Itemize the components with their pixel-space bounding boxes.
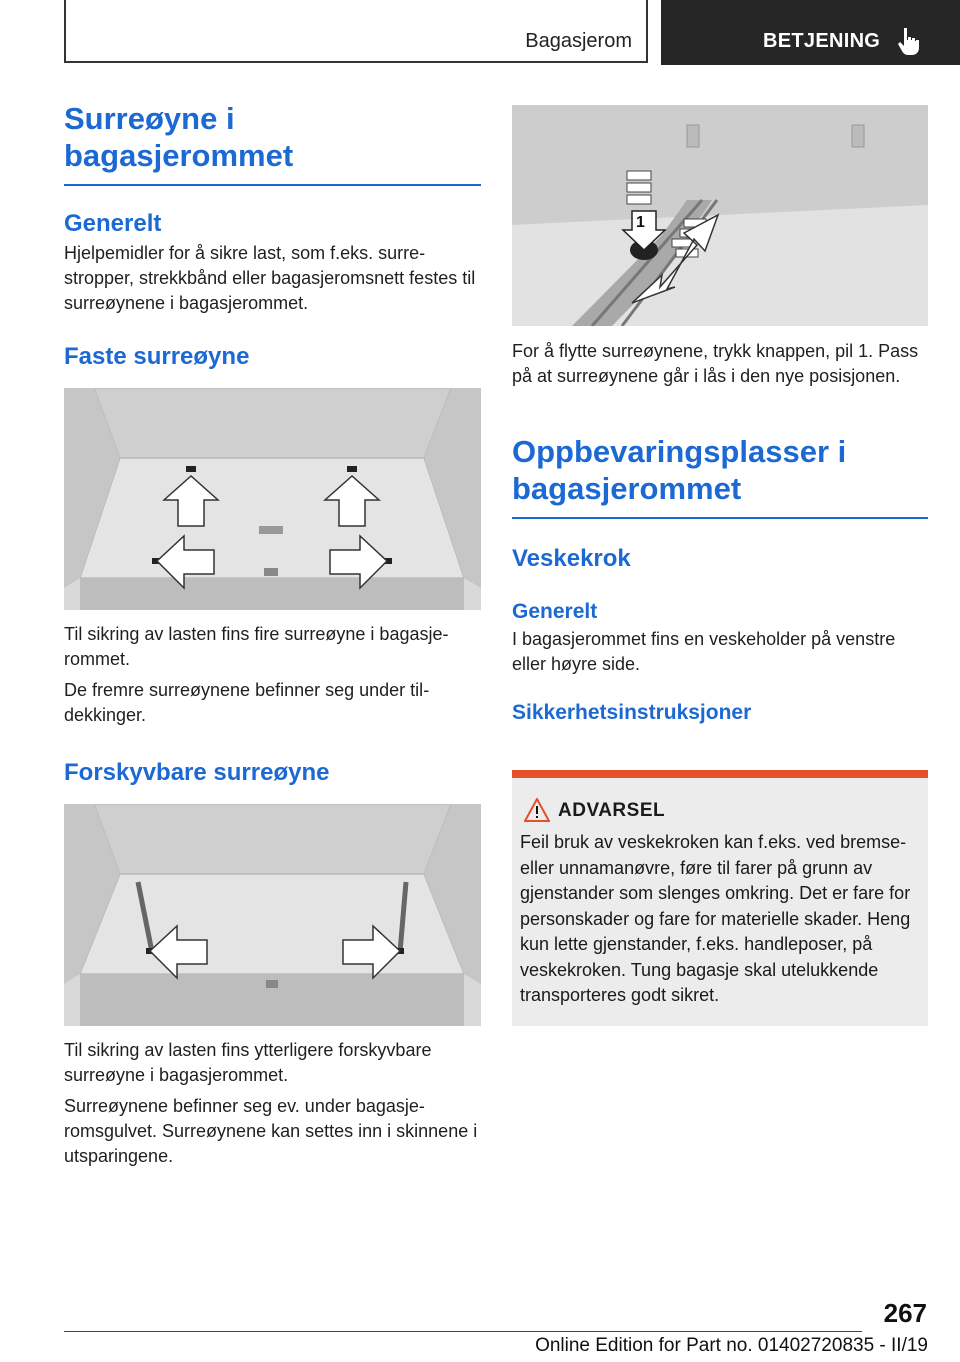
header-section-box [64, 0, 648, 63]
heading-veskekrok-generelt: Generelt [512, 600, 598, 623]
generelt-text: Hjelpemidler for å sikre last, som f.eks. surrestropper, strekkbånd eller bagasjeromsnett festes til surreøynene i bagasjerommet. [64, 243, 476, 313]
chapter-title: BETJENING [763, 30, 881, 52]
figure-move-lashing-eye [512, 105, 928, 326]
storage-rule [512, 517, 928, 519]
warning-box [512, 770, 928, 1026]
right-column [512, 105, 928, 726]
warning-text: Feil bruk av veskekroken kan f.eks. ved bremse- eller unnamanøvre, føre til farer på grunn av gjenstander som slenges omkring. Det er fare for personskader og fare for materielle skader. Heng kun lette gjenstander, f.eks. handleposer, på veskekroken. Tung bagasje skal utelukkende transporteres godt sikret. [520, 832, 911, 1005]
move-caption: For å flytte surreøynene, trykk knappen, pil 1. Pass på at surreøynene går i lås i den nye posisjonen. [512, 341, 919, 386]
figure-label-1: 1 [636, 214, 645, 231]
footer-rule [64, 1331, 862, 1332]
page-number: 267 [883, 1298, 927, 1328]
warning-title: ADVARSEL [558, 800, 666, 821]
faste-text-2: De fremre surreøynene befinner seg under tildekkinger. [64, 680, 430, 725]
veskekrok-text: I bagasjerommet fins en veskeholder på venstre eller høyre side. [512, 629, 896, 674]
header-chapter-box [661, 0, 960, 65]
left-column [64, 100, 481, 1169]
figure-fixed-lashing-eyes [64, 388, 481, 610]
heading-generelt: Generelt [64, 210, 162, 237]
title-rule [64, 184, 481, 186]
section-title: Bagasjerom [525, 30, 632, 52]
warning-triangle-icon [524, 798, 550, 822]
page-title: Surreøyne i bagasjerommet [64, 101, 294, 173]
hand-pointer-icon [897, 26, 923, 56]
figure-sliding-lashing-eyes [64, 804, 481, 1026]
heading-sikkerhet: Sikkerhetsinstruksjoner [512, 701, 752, 724]
heading-veskekrok: Veskekrok [512, 545, 631, 572]
forskyvbare-text-1: Til sikring av lasten fins ytterligere forskyvbare surreøyne i bagasjerommet. [64, 1040, 432, 1085]
section-title-storage: Oppbevaringsplasser i bagasjerommet [512, 434, 847, 506]
warning-bar [512, 770, 928, 778]
heading-faste: Faste surreøyne [64, 343, 250, 370]
faste-text-1: Til sikring av lasten fins fire surreøyne i bagasjerommet. [64, 624, 449, 669]
heading-forskyvbare: Forskyvbare surreøyne [64, 759, 330, 786]
forskyvbare-text-2: Surreøynene befinner seg ev. under bagasjeromsgulvet. Surreøynene kan settes inn i skinnene i utsparingene. [64, 1096, 478, 1166]
footer-edition: Online Edition for Part no. 01402720835 - II/19 [535, 1335, 928, 1356]
